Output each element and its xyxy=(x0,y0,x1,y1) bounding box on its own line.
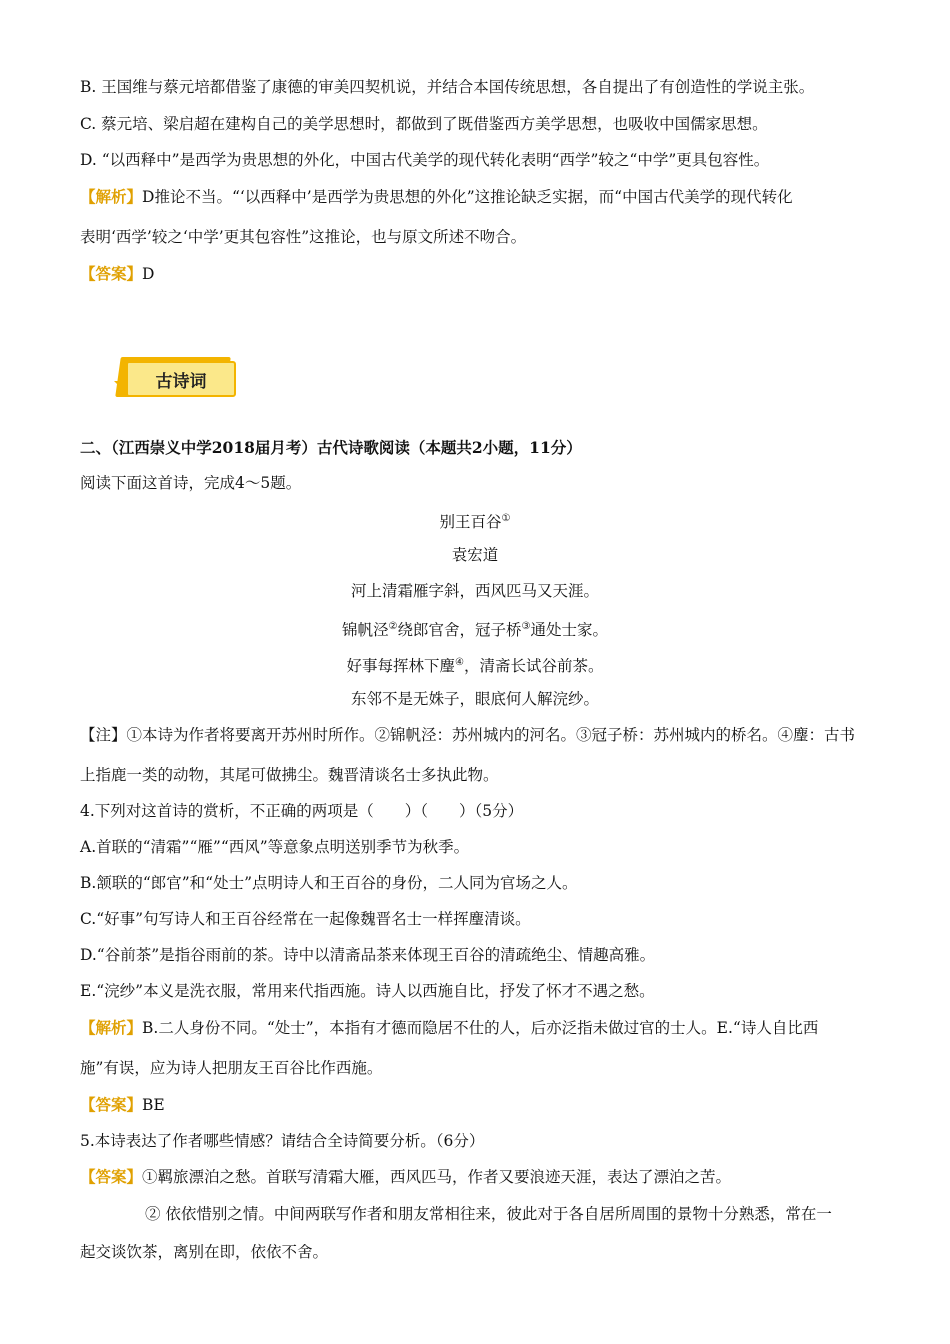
q5-answer-text: ①羁旅漂泊之愁。首联写清霜大雁，西风匹马，作者又要浪迹天涯，表达了漂泊之苦。 xyxy=(142,1168,732,1186)
q4-analysis-tag: 【解析】 xyxy=(80,1018,143,1037)
q4-option-b: B.颔联的“郎官”和“处士”点明诗人和王百谷的身份，二人同为官场之人。 xyxy=(80,874,578,892)
q4-analysis-line-2: 施”有误，应为诗人把朋友王百谷比作西施。 xyxy=(80,1059,383,1077)
poem-line-4: 东邻不是无姝子，眼底何人解浣纱。 xyxy=(350,690,599,708)
poem-line-2 xyxy=(0,616,950,641)
q5-answer-line-1 xyxy=(80,1166,872,1188)
option-d: D. “以西释中”是西学为贵思想的外化，中国古代美学的现代转化表明“西学”较之“中学”更具包容性。 xyxy=(80,151,770,169)
q4-option-e: E.“浣纱”本义是洗衣服，常用来代指西施。诗人以西施自比，抒发了怀才不遇之愁。 xyxy=(80,982,655,1000)
q4-answer-text: BE xyxy=(142,1096,165,1114)
q4-option-a: A.首联的“清霜”“雁”“西风”等意象点明送别季节为秋季。 xyxy=(80,838,470,856)
poem-line-3-note: ④ xyxy=(455,657,464,668)
q5-answer-tag: 【答案】 xyxy=(80,1167,143,1186)
answer-text: D xyxy=(142,265,155,283)
poem-line-3-part-a: 好事每挥林下麈 xyxy=(346,657,456,676)
poem-title xyxy=(0,508,950,533)
poem-line-2-note-1: ② xyxy=(388,621,398,632)
q4-option-c: C.“好事”句写诗人和王百谷经常在一起像魏晋名士一样挥麈清谈。 xyxy=(80,910,531,928)
poem-title-note: ① xyxy=(501,513,511,524)
badge-label: 古诗词 xyxy=(126,361,236,397)
poem-line-3-part-b: ，清斋长试谷前茶。 xyxy=(463,657,604,676)
section-heading: 二、（江西崇义中学2018届月考）古代诗歌阅读（本题共2小题，11分） xyxy=(80,438,582,457)
question-4: 4.下列对这首诗的赏析，不正确的两项是（ ）（ ）（5分） xyxy=(80,802,524,820)
analysis-line-2: 表明‘西学’较之‘中学’更其包容性”这推论，也与原文所述不吻合。 xyxy=(80,228,527,246)
answer-line xyxy=(80,263,872,285)
option-c: C. 蔡元培、梁启超在建构自己的美学思想时，都做到了既借鉴西方美学思想，也吸收中国儒家思想。 xyxy=(80,115,768,133)
q5-answer-line-3: 起交谈饮茶，离别在即，依依不舍。 xyxy=(80,1243,329,1261)
analysis-line-1 xyxy=(80,186,872,208)
answer-tag: 【答案】 xyxy=(80,264,143,283)
note-line-2: 上指鹿一类的动物，其尾可做拂尘。魏晋清谈名士多执此物。 xyxy=(80,766,499,784)
q4-analysis-line-1 xyxy=(80,1017,872,1039)
q4-answer-tag: 【答案】 xyxy=(80,1095,143,1114)
q4-analysis-text: B.二人身份不同。“处士”，本指有才德而隐居不仕的人，后亦泛指未做过官的士人。E.“诗人自比西 xyxy=(142,1019,819,1037)
question-5: 5.本诗表达了作者哪些情感？请结合全诗简要分析。（6分） xyxy=(80,1132,485,1150)
poem-title-text: 别王百谷 xyxy=(439,513,502,532)
poem-line-2-part-a: 锦帆泾 xyxy=(342,621,389,640)
poem-line-2-part-b: 绕郎官舍，冠子桥 xyxy=(397,621,522,640)
poem-line-2-note-2: ③ xyxy=(521,621,531,632)
poem-line-3 xyxy=(0,652,950,677)
q5-answer-line-2: ② 依依惜别之情。中间两联写作者和朋友常相往来，彼此对于各自居所周围的景物十分熟悉，常在一 xyxy=(145,1205,832,1223)
poem-line-2-part-c: 通处士家。 xyxy=(530,621,608,640)
poem-line-1: 河上清霜雁字斜，西风匹马又天涯。 xyxy=(350,582,599,600)
instruction: 阅读下面这首诗，完成4～5题。 xyxy=(80,474,302,492)
q4-option-d: D.“谷前茶”是指谷雨前的茶。诗中以清斋品茶来体现王百谷的清疏绝尘、情趣高雅。 xyxy=(80,946,656,964)
analysis-tag: 【解析】 xyxy=(80,187,143,206)
section-badge xyxy=(118,357,238,401)
note-line-1: 【注】①本诗为作者将要离开苏州时所作。②锦帆泾：苏州城内的河名。③冠子桥：苏州城内的桥名。④麈：古书 xyxy=(80,726,856,744)
option-b: B. 王国维与蔡元培都借鉴了康德的审美四契机说，并结合本国传统思想，各自提出了有创造性的学说主张。 xyxy=(80,78,815,96)
analysis-text: D推论不当。“‘以西释中’是西学为贵思想的外化”这推论缺乏实据，而“中国古代美学的现代转化 xyxy=(142,188,793,206)
poem-author: 袁宏道 xyxy=(451,546,499,564)
q4-answer-line xyxy=(80,1094,872,1116)
